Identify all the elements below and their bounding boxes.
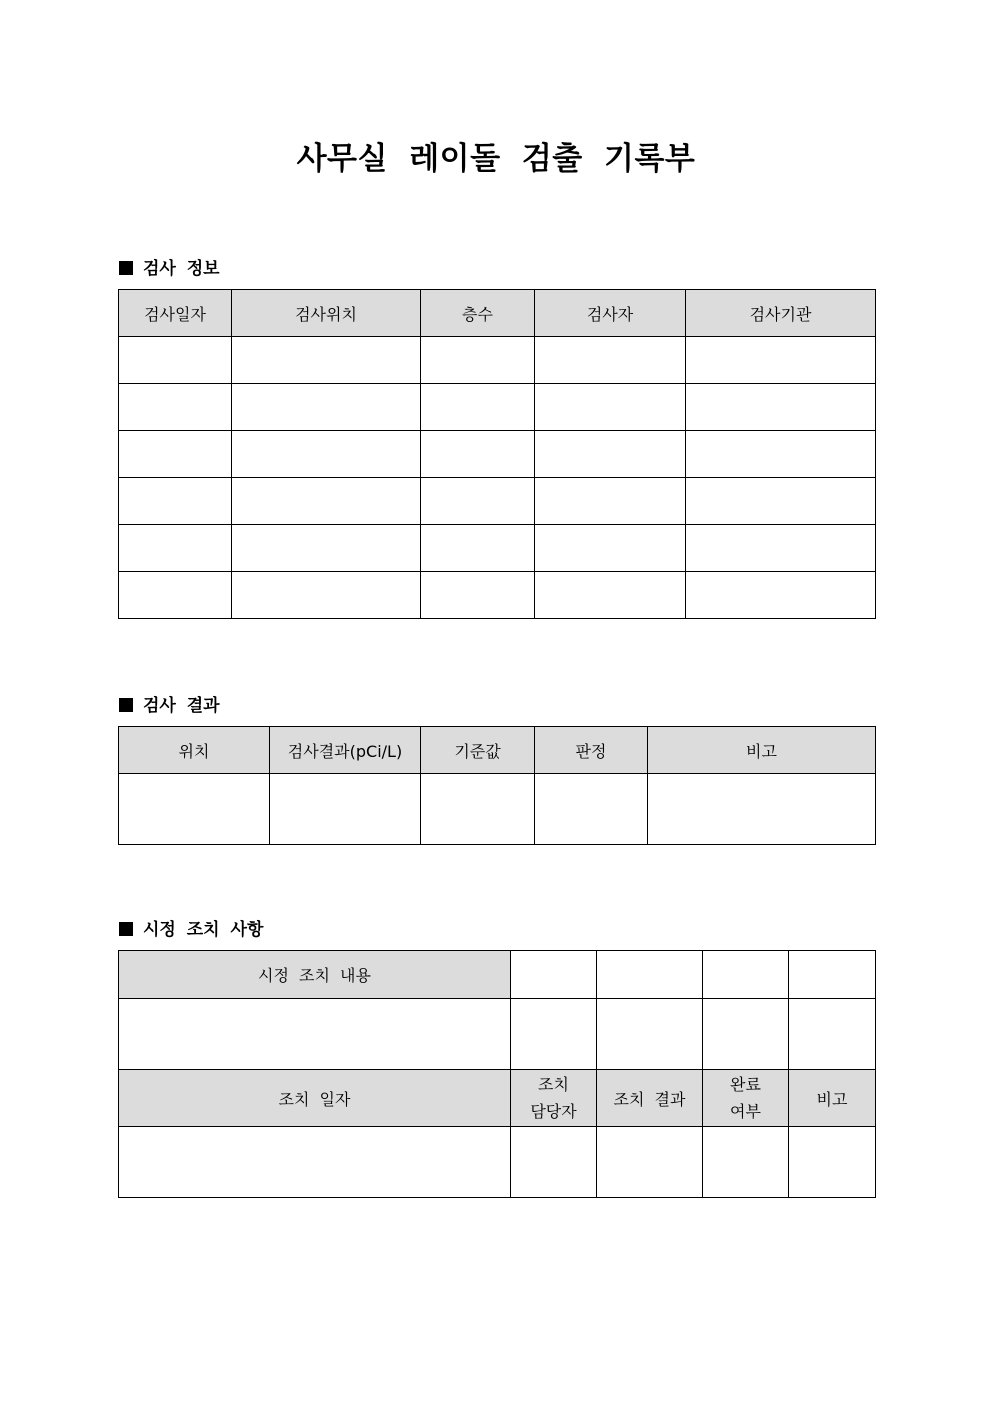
table-cell[interactable] xyxy=(686,525,876,572)
table-cell[interactable] xyxy=(535,337,686,384)
table-cell[interactable] xyxy=(119,337,232,384)
table-cell[interactable] xyxy=(597,999,703,1070)
column-header: 판정 xyxy=(535,727,648,774)
table-cell[interactable] xyxy=(535,525,686,572)
table-cell[interactable] xyxy=(232,572,421,619)
table-cell[interactable] xyxy=(119,478,232,525)
table-row xyxy=(119,431,876,478)
table-cell[interactable] xyxy=(511,951,597,999)
table-cell[interactable] xyxy=(270,774,421,845)
table-cell[interactable] xyxy=(535,774,648,845)
action-complete-cell[interactable] xyxy=(703,1127,789,1198)
inspection-result-table xyxy=(118,726,876,845)
table-cell[interactable] xyxy=(232,431,421,478)
action-complete-header-line2: 여부 xyxy=(730,1102,761,1121)
section-heading-action xyxy=(119,915,263,940)
table-row xyxy=(119,478,876,525)
column-header: 기준값 xyxy=(421,727,535,774)
column-header: 검사기관 xyxy=(686,290,876,337)
table-cell[interactable] xyxy=(535,572,686,619)
action-complete-header xyxy=(703,1070,789,1127)
action-result-cell[interactable] xyxy=(597,1127,703,1198)
table-cell[interactable] xyxy=(597,951,703,999)
square-bullet-icon xyxy=(119,698,133,712)
table-cell[interactable] xyxy=(119,572,232,619)
document-title: 사무실 레이돌 검출 기록부 xyxy=(296,141,696,177)
action-manager-header-line1: 조치 xyxy=(538,1075,569,1094)
table-cell[interactable] xyxy=(789,999,876,1070)
action-content-header: 시정 조치 내용 xyxy=(119,951,511,999)
table-cell[interactable] xyxy=(686,572,876,619)
table-cell[interactable] xyxy=(703,999,789,1070)
table-row xyxy=(119,999,876,1070)
square-bullet-icon xyxy=(119,261,133,275)
table-row xyxy=(119,337,876,384)
action-complete-header-line1: 완료 xyxy=(730,1075,761,1094)
column-header: 위치 xyxy=(119,727,270,774)
column-header: 검사일자 xyxy=(119,290,232,337)
action-remarks-header: 비고 xyxy=(789,1070,876,1127)
table-cell[interactable] xyxy=(789,951,876,999)
table-cell[interactable] xyxy=(421,774,535,845)
table-cell[interactable] xyxy=(232,478,421,525)
inspection-info-table xyxy=(118,289,876,619)
column-header: 검사위치 xyxy=(232,290,421,337)
action-date-header: 조치 일자 xyxy=(119,1070,511,1127)
table-cell[interactable] xyxy=(686,337,876,384)
table-cell[interactable] xyxy=(119,774,270,845)
table-cell[interactable] xyxy=(119,431,232,478)
section-heading-info xyxy=(119,254,220,279)
table-cell[interactable] xyxy=(511,999,597,1070)
table-row xyxy=(119,1127,876,1198)
action-remarks-cell[interactable] xyxy=(789,1127,876,1198)
table-row xyxy=(119,572,876,619)
column-header: 비고 xyxy=(648,727,876,774)
table-cell[interactable] xyxy=(535,478,686,525)
table-cell[interactable] xyxy=(535,431,686,478)
table-cell[interactable] xyxy=(648,774,876,845)
table-cell[interactable] xyxy=(535,384,686,431)
table-cell[interactable] xyxy=(686,478,876,525)
table-cell[interactable] xyxy=(421,478,535,525)
section-heading-result-label: 검사 결과 xyxy=(143,696,220,716)
table-header-row xyxy=(119,1070,876,1127)
action-manager-header-line2: 담당자 xyxy=(530,1102,577,1121)
table-cell[interactable] xyxy=(232,384,421,431)
table-cell[interactable] xyxy=(421,384,535,431)
table-row xyxy=(119,384,876,431)
table-cell[interactable] xyxy=(686,384,876,431)
section-heading-result xyxy=(119,691,220,716)
table-cell[interactable] xyxy=(119,384,232,431)
table-cell[interactable] xyxy=(421,572,535,619)
column-header: 층수 xyxy=(421,290,535,337)
square-bullet-icon xyxy=(119,922,133,936)
action-date-cell[interactable] xyxy=(119,1127,511,1198)
table-cell[interactable] xyxy=(232,337,421,384)
section-heading-info-label: 검사 정보 xyxy=(143,259,220,279)
table-header-row xyxy=(119,727,876,774)
action-manager-cell[interactable] xyxy=(511,1127,597,1198)
column-header: 검사자 xyxy=(535,290,686,337)
column-header: 검사결과(pCi/L) xyxy=(270,727,421,774)
table-cell[interactable] xyxy=(686,431,876,478)
table-cell[interactable] xyxy=(232,525,421,572)
table-header-row xyxy=(119,290,876,337)
table-row xyxy=(119,951,876,999)
table-cell[interactable] xyxy=(703,951,789,999)
table-row xyxy=(119,525,876,572)
table-cell[interactable] xyxy=(421,431,535,478)
table-cell[interactable] xyxy=(119,525,232,572)
table-cell[interactable] xyxy=(421,337,535,384)
table-cell[interactable] xyxy=(421,525,535,572)
table-row xyxy=(119,774,876,845)
corrective-action-table xyxy=(118,950,876,1198)
action-content-cell[interactable] xyxy=(119,999,511,1070)
action-result-header: 조치 결과 xyxy=(597,1070,703,1127)
section-heading-action-label: 시정 조치 사항 xyxy=(143,920,264,940)
action-manager-header xyxy=(511,1070,597,1127)
